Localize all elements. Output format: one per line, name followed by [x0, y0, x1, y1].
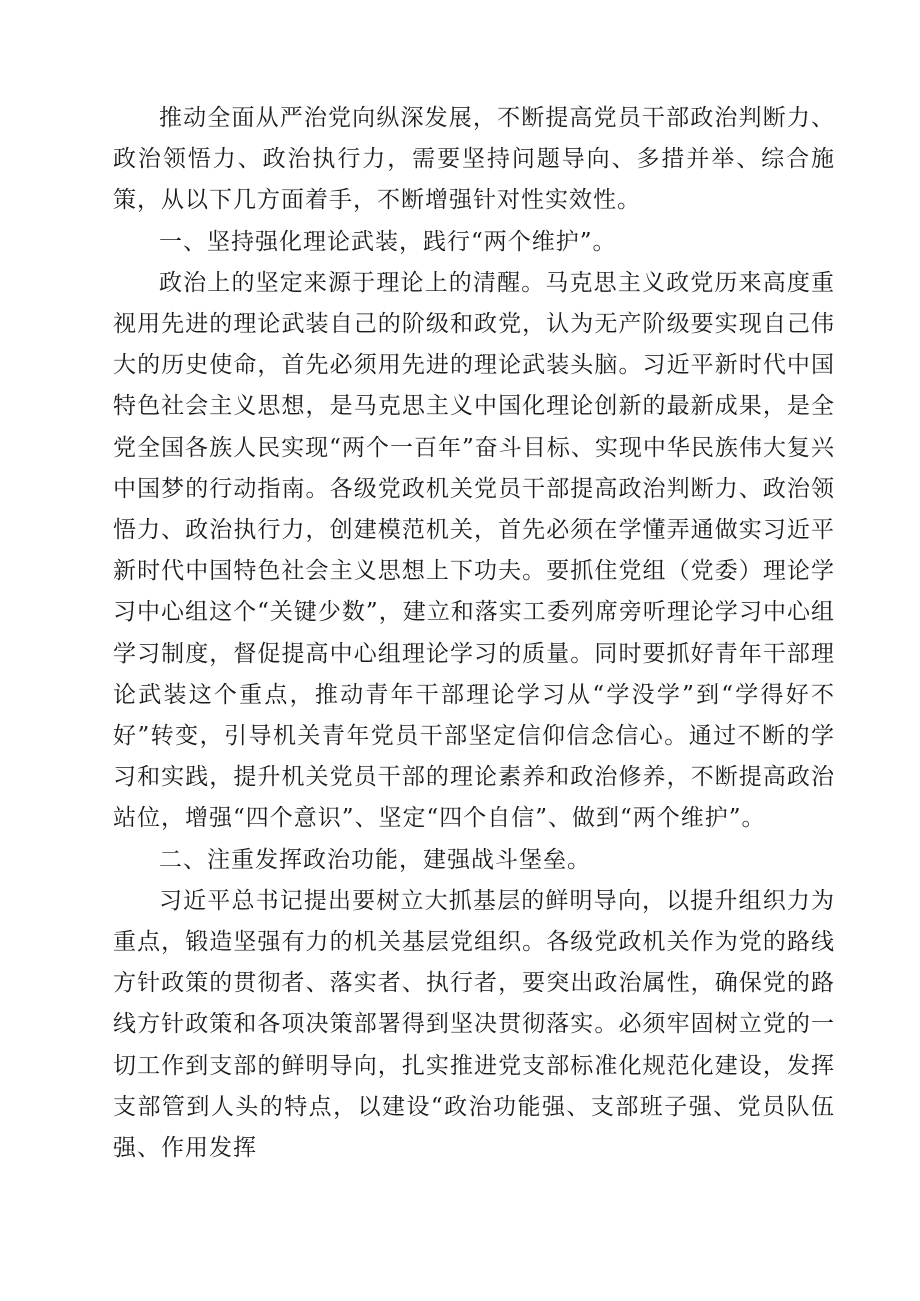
document-body [113, 98, 835, 1169]
paragraph-intro: 推动全面从严治党向纵深发展，不断提高党员干部政治判断力、政治领悟力、政治执行力，需要坚持问题导向、多措并举、综合施策，从以下几方面着手，不断增强针对性实效性。 [113, 105, 835, 214]
paragraph-section-1: 政治上的坚定来源于理论上的清醒。马克思主义政党历来高度重视用先进的理论武装自己的阶级和政党，认为无产阶级要实现自己伟大的历史使命，首先必须用先进的理论武装头脑。习近平新时代中国特色社会主义思想，是马克思主义中国化理论创新的最新成果，是全党全国各族人民实现“两个一百年”奋斗目标、实现中华民族伟大复兴中国梦的行动指南。各级党政机关党员干部提高政治判断力、政治领悟力、政治执行力，创建模范机关，首先必须在学懂弄通做实习近平新时代中国特色社会主义思想上下功夫。要抓住党组（党委）理论学习中心组这个“关键少数”，建立和落实工委列席旁听理论学习中心组学习制度，督促提高中心组理论学习的质量。同时要抓好青年干部理论武装这个重点，推动青年干部理论学习从“学没学”到“学得好不好”转变，引导机关青年党员干部坚定信仰信念信心。通过不断的学习和实践，提升机关党员干部的理论素养和政治修养，不断提高政治站位，增强“四个意识”、坚定“四个自信”、做到“两个维护”。 [113, 269, 835, 832]
section-heading-1: 一、坚持强化理论武装，践行“两个维护”。 [159, 228, 617, 255]
section-heading-2: 二、注重发挥政治功能，建强战斗堡垒。 [159, 846, 591, 873]
paragraph-section-2: 习近平总书记提出要树立大抓基层的鲜明导向，以提升组织力为重点，锻造坚强有力的机关基层党组织。各级党政机关作为党的路线方针政策的贯彻者、落实者、执行者，要突出政治属性，确保党的路线方针政策和各项决策部署得到坚决贯彻落实。必须牢固树立党的一切工作到支部的鲜明导向，扎实推进党支部标准化规范化建设，发挥支部管到人头的特点，以建设“政治功能强、支部班子强、党员队伍强、作用发挥 [113, 887, 835, 1162]
